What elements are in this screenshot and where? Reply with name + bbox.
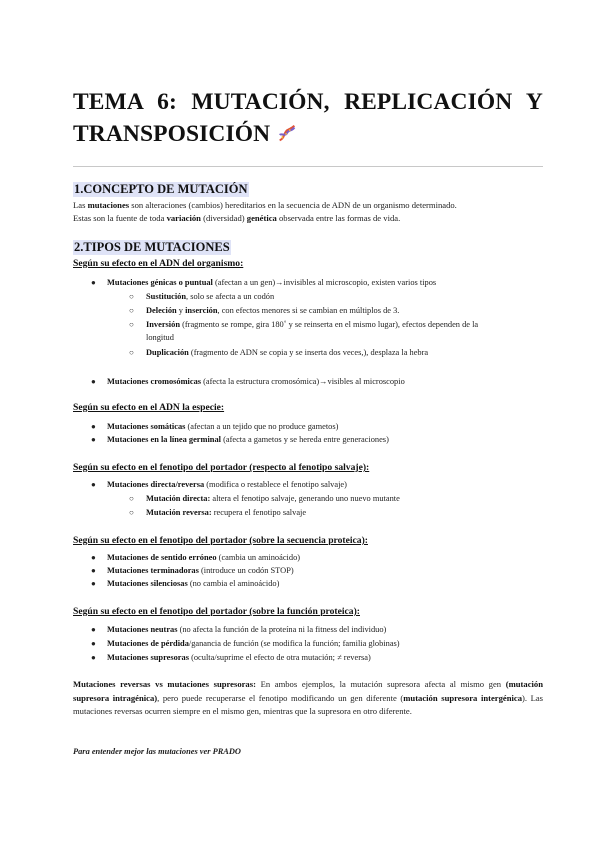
circle-bullet-icon: ○: [129, 348, 134, 357]
paragraph-concepto-2: [73, 212, 543, 225]
subheading-adn-especie: Según su efecto en el ADN la especie:: [73, 402, 225, 413]
bold-text: Mutaciones terminadoras: [107, 566, 199, 575]
bold-text: inserción: [185, 306, 218, 315]
dna-icon: [276, 122, 298, 144]
title-line-1: TEMA 6: MUTACIÓN, REPLICACIÓN Y: [73, 89, 543, 115]
text: (cambia un aminoácido): [216, 553, 301, 562]
paragraph-concepto-1: [73, 199, 543, 212]
text: (afectan a un gen)→invisibles al microscopio, existen varios tipos: [212, 278, 437, 287]
text: (introduce un codón STOP): [198, 566, 294, 575]
bold-text: Mutaciones génicas o puntual: [107, 278, 213, 287]
bullet-icon: ●: [91, 422, 96, 431]
bold-text: Mutación directa:: [146, 494, 211, 503]
bullet-icon: ●: [91, 480, 96, 489]
bullet-icon: ●: [91, 553, 96, 562]
circle-bullet-icon: ○: [129, 508, 134, 517]
bullet-icon: ●: [91, 639, 96, 648]
bold-text: (mutación supresora intragénica): [73, 679, 543, 703]
bullet-icon: ●: [91, 566, 96, 575]
text: otro diferente.: [363, 706, 412, 716]
text: (diversidad): [200, 213, 247, 223]
subheading-funcion-proteica: Según su efecto en el fenotipo del portador (sobre la función proteica):: [73, 606, 360, 617]
text: (afecta a gametos y se hereda entre generaciones): [220, 435, 389, 444]
bold-text: Mutaciones neutras: [107, 625, 178, 634]
bold-text: Mutaciones reversas vs mutaciones supresoras:: [73, 679, 256, 689]
text: (afecta la estructura cromosómica)→visibles al microscopio: [201, 377, 405, 386]
bullet-icon: ●: [91, 377, 96, 386]
page-title: [73, 86, 543, 150]
circle-bullet-icon: ○: [129, 292, 134, 301]
text: longitud: [146, 333, 174, 343]
paragraph-reversas-supresoras: [73, 678, 543, 719]
text: ). Las mutaciones reversas ocurren siempre en el mismo gen, mientras que la supresora en: [73, 692, 544, 716]
subheading-adn-organismo: Según su efecto en el ADN del organismo:: [73, 258, 244, 269]
bold-text: mutación: [403, 692, 438, 703]
text: , con efectos menores si se cambian en múltiplos de 3.: [217, 306, 400, 315]
section-heading-tipos: 2.TIPOS DE MUTACIONES: [74, 240, 230, 254]
subheading-fenotipo-salvaje: Según su efecto en el fenotipo del portador (respecto al fenotipo salvaje):: [73, 462, 370, 473]
text: y: [176, 306, 186, 315]
bold-text: Mutaciones cromosómicas: [107, 377, 202, 386]
bold-text: genética: [246, 213, 277, 223]
bold-text: Mutaciones en la línea germinal: [107, 435, 221, 444]
bullet-icon: ●: [91, 435, 96, 444]
bold-text: Duplicación: [146, 348, 189, 357]
circle-bullet-icon: ○: [129, 306, 134, 315]
text: altera el fenotipo salvaje, generando uno nuevo mutante: [210, 494, 400, 503]
bold-text: Deleción: [146, 306, 177, 315]
circle-bullet-icon: ○: [129, 494, 134, 503]
bold-text: Mutaciones supresoras: [107, 653, 189, 662]
bullet-icon: ●: [91, 625, 96, 634]
text: (no cambia el aminoácido): [187, 579, 280, 588]
bold-text: mutaciones: [87, 200, 130, 210]
text: Estas son la fuente de toda: [73, 213, 167, 223]
bold-text: Mutaciones silenciosas: [107, 579, 188, 588]
subheading-secuencia-proteica: Según su efecto en el fenotipo del portador (sobre la secuencia proteica):: [73, 535, 368, 546]
text: , solo se afecta a un codón: [186, 292, 275, 301]
prado-note: Para entender mejor las mutaciones ver PRADO: [73, 747, 241, 756]
text: (fragmento se rompe, gira 180˚ y se reinserta en el mismo lugar), efectos dependen de la: [179, 320, 479, 329]
text: son alteraciones (cambios) hereditarios en la secuencia de ADN de un organismo determinado.: [129, 200, 457, 210]
bold-text: Mutaciones somáticas: [107, 422, 186, 431]
text: (modifica o restablece el fenotipo salvaje): [204, 480, 347, 489]
text: Las: [73, 200, 88, 210]
text: (afectan a un tejido que no produce gametos): [185, 422, 339, 431]
text: En ambos ejemplos, la mutación supresora afecta al mismo gen: [255, 679, 502, 689]
section-heading-concepto: 1.CONCEPTO DE MUTACIÓN: [74, 182, 248, 196]
bold-text: Mutaciones de sentido erróneo: [107, 553, 217, 562]
bullet-icon: ●: [91, 579, 96, 588]
text: (no afecta la función de la proteína ni la fitness del individuo): [177, 625, 387, 634]
bold-text: Mutaciones de pérdida: [107, 639, 189, 648]
circle-bullet-icon: ○: [129, 320, 134, 329]
bold-text: supresora intergénica: [441, 692, 522, 703]
bold-text: variación: [166, 213, 201, 223]
text: recupera el fenotipo salvaje: [211, 508, 307, 517]
bold-text: Sustitución: [146, 292, 187, 301]
text: (fragmento de ADN se copia y se inserta dos veces,), desplaza la hebra: [188, 348, 429, 357]
text: (oculta/suprime el efecto de otra mutación; ≠ reversa): [188, 653, 371, 662]
title-line-2: [73, 118, 543, 150]
divider: [73, 166, 543, 167]
title-line-2-text: TRANSPOSICIÓN: [73, 121, 271, 147]
text: , pero puede recuperarse el fenotipo modificando un gen diferente (: [157, 692, 404, 703]
bold-text: Mutaciones directa/reversa: [107, 480, 205, 489]
bold-text: Mutación reversa:: [146, 508, 212, 517]
bold-text: Inversión: [146, 320, 180, 329]
text: observada entre las formas de vida.: [276, 213, 401, 223]
text: /ganancia de función (se modifica la función; familia globinas): [188, 639, 400, 648]
bullet-icon: ●: [91, 278, 96, 287]
bullet-icon: ●: [91, 653, 96, 662]
